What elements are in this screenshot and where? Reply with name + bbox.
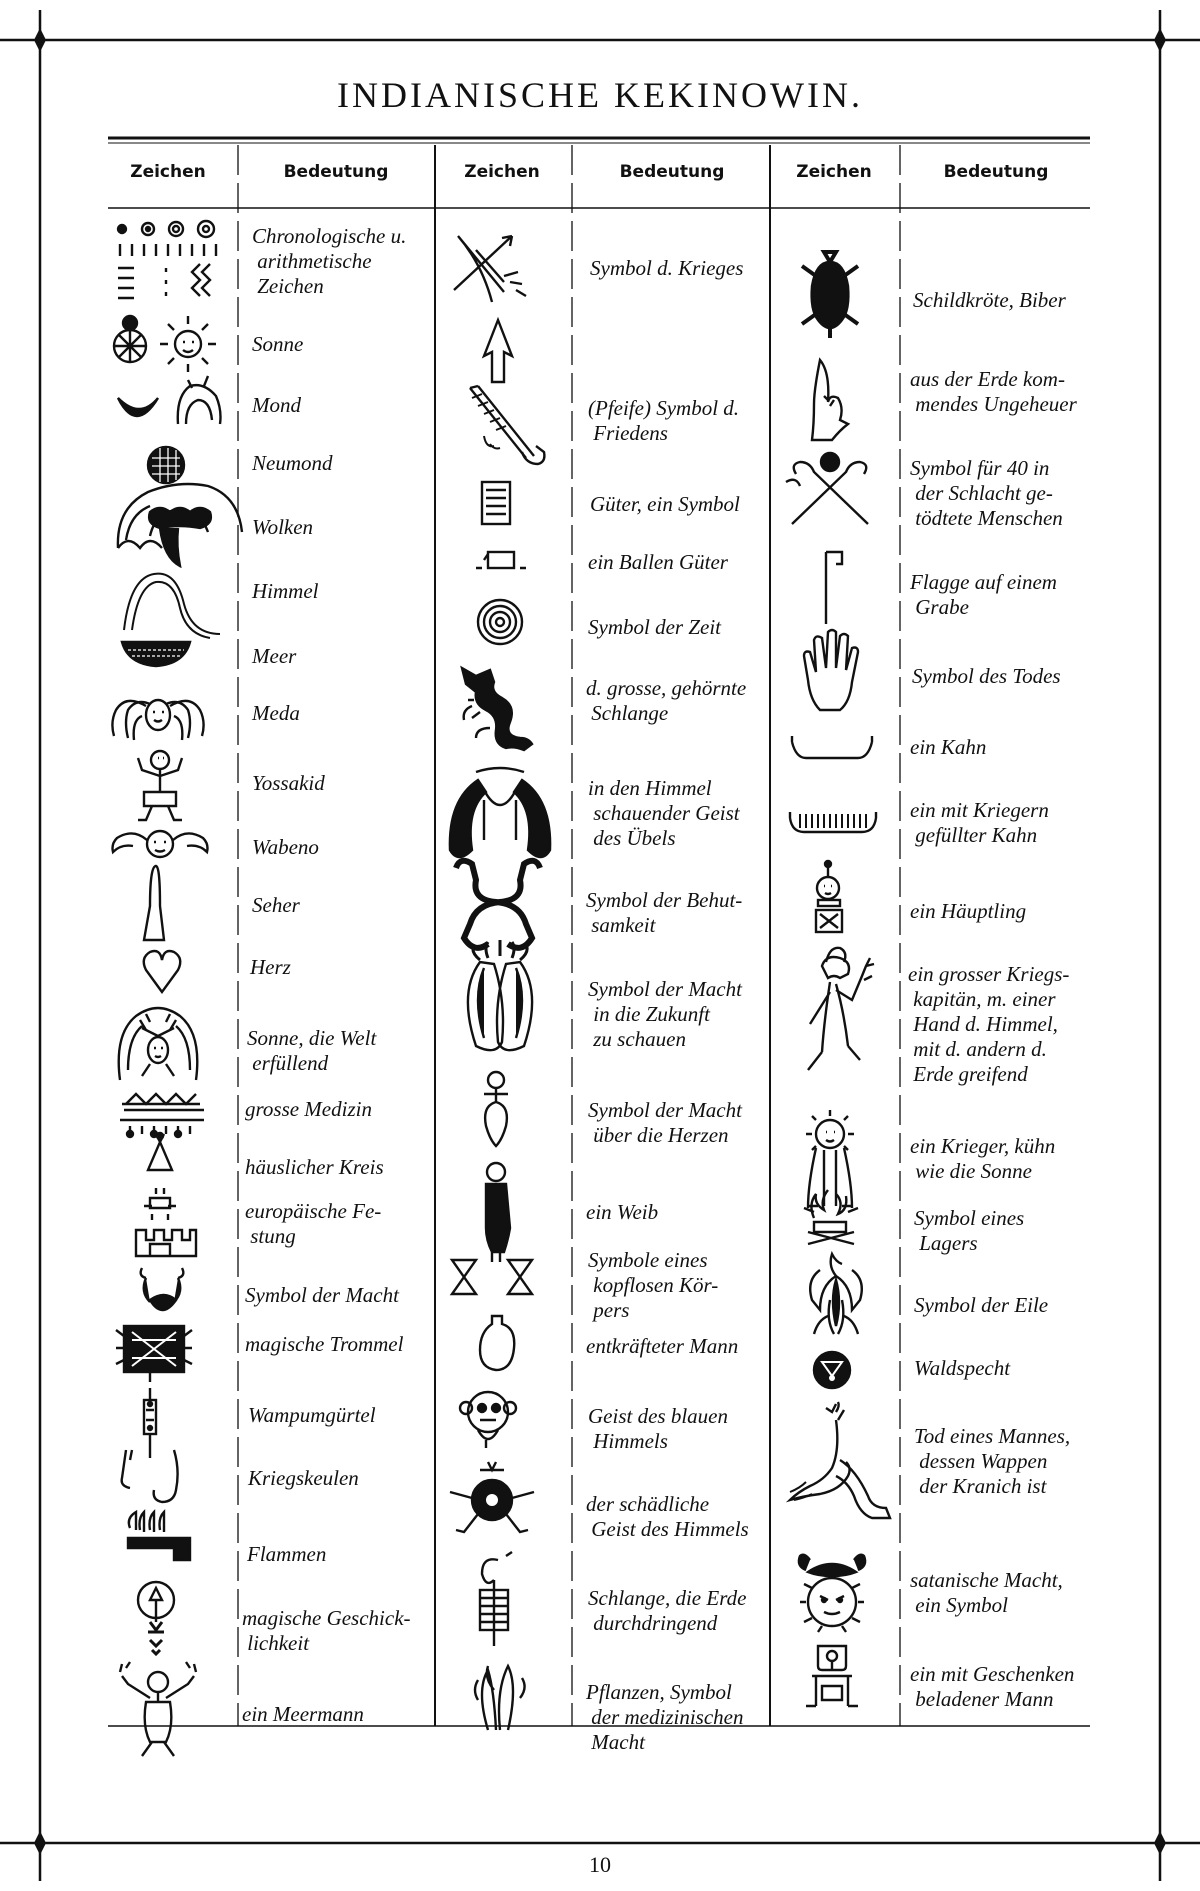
sun-icon: [114, 316, 216, 372]
meaning-ungeheuer: aus der Erde kom- mendes Ungeheuer: [910, 367, 1077, 416]
page-title: INDIANISCHE KEKINOWIN.: [337, 75, 863, 115]
meaning-flammen: Flammen: [247, 1542, 327, 1566]
meaning-wampumguertel: Wampumgürtel: [248, 1403, 376, 1427]
meaning-sonne: Sonne: [252, 332, 304, 356]
meaning-mond: Mond: [252, 393, 301, 417]
meaning-schildkroete-biber: Schildkröte, Biber: [913, 288, 1066, 312]
death-hand-icon: [804, 630, 858, 710]
arrow-icon: [484, 320, 512, 382]
meaning-gueter-symbol: Güter, ein Symbol: [590, 492, 740, 516]
meaning-entkraefteter-mann: entkräfteter Mann: [586, 1334, 739, 1358]
sky-arch-icon: [124, 574, 220, 638]
meaning-herz: Herz: [250, 955, 291, 979]
meaning-kriegskapitaen: ein grosser Kriegs- kapitän, m. einer Hand d. Himmel, mit d. andern d. Erde greifend: [908, 962, 1070, 1086]
crossed-arrows-bow-icon: [454, 236, 526, 302]
meaning-wolken: Wolken: [252, 515, 314, 539]
meaning-wabeno: Wabeno: [252, 835, 319, 859]
bale-of-goods-icon: [476, 552, 526, 568]
harmful-sky-spirit-icon: [450, 1462, 534, 1532]
earth-monster-icon: [812, 360, 848, 440]
meaning-macht-herzen: Symbol der Macht über die Herzen: [588, 1098, 742, 1147]
war-captain-icon: [808, 948, 874, 1070]
camp-fire-icon: [804, 1190, 858, 1244]
meaning-haeuptling: ein Häuptling: [910, 899, 1027, 923]
meaning-neumond: Neumond: [252, 451, 333, 475]
meaning-symbol-zeit: Symbol der Zeit: [588, 615, 721, 639]
meaning-grosse-medizin: grosse Medizin: [245, 1097, 372, 1121]
header-bedeutung-2: Bedeutung: [619, 162, 725, 182]
horned-power-icon: [141, 1268, 184, 1310]
clouds-icon: [118, 484, 242, 566]
heart-power-icon: [484, 1072, 508, 1146]
meaning-krieger-kahn: ein mit Kriegern gefüllter Kahn: [910, 798, 1049, 847]
meaning-ein-weib: ein Weib: [586, 1200, 659, 1224]
headless-body-icon: [452, 1260, 532, 1294]
satanic-power-icon: [799, 1555, 865, 1632]
goods-box-icon: [482, 482, 510, 524]
meaning-haeuslicher-kreis: häuslicher Kreis: [245, 1155, 384, 1179]
great-medicine-icon: [120, 1094, 204, 1137]
meaning-magische-geschicklichkeit: magische Geschick- lichkeit: [242, 1606, 411, 1655]
flames-icon: [128, 1512, 190, 1560]
earth-serpent-icon: [480, 1552, 512, 1646]
new-moon-icon: [148, 447, 184, 483]
magic-drum-icon: [116, 1326, 192, 1382]
meaning-pfeife-friedens: (Pfeife) Symbol d. Friedens: [588, 396, 740, 445]
meaning-yossakid: Yossakid: [252, 771, 325, 795]
meaning-meermann: ein Meermann: [242, 1702, 364, 1726]
haste-bird-icon: [810, 1254, 862, 1334]
evil-spirit-icon: [450, 768, 550, 857]
meaning-geschenke-mann: ein mit Geschenken beladener Mann: [910, 1662, 1075, 1711]
blue-sky-spirit-icon: [460, 1392, 516, 1448]
meaning-symbol-der-macht: Symbol der Macht: [245, 1283, 399, 1307]
header-zeichen-2: Zeichen: [464, 162, 540, 182]
meaning-meda: Meda: [252, 701, 300, 725]
magic-skill-icon: [138, 1582, 174, 1654]
meaning-symbol-krieges: Symbol d. Krieges: [590, 256, 744, 280]
meaning-ballen-gueter: ein Ballen Güter: [588, 550, 728, 574]
meaning-meer: Meer: [252, 644, 297, 668]
wampum-belt-icon: [144, 1388, 156, 1458]
meaning-symbol-40: Symbol für 40 in der Schlacht ge- tödtete Menschen: [910, 456, 1063, 530]
meaning-satanische-macht: satanische Macht, ein Symbol: [910, 1568, 1063, 1617]
concentric-circles-icon: [478, 600, 522, 644]
meaning-magische-trommel: magische Trommel: [245, 1332, 404, 1356]
grave-flag-icon: [826, 552, 842, 624]
sun-warrior-icon: [806, 1110, 854, 1208]
meaning-himmel: Himmel: [252, 579, 319, 603]
canoe-icon: [792, 736, 872, 758]
meaning-behutsamkeit: Symbol der Behut- samkeit: [586, 888, 743, 937]
fortress-icon: [136, 1188, 196, 1256]
merman-icon: [120, 1662, 196, 1756]
meda-figure-icon: [112, 700, 203, 740]
woodpecker-icon: [814, 1352, 850, 1388]
meaning-europaeische-festung: europäische Fe- stung: [245, 1199, 382, 1248]
header-bedeutung-3: Bedeutung: [943, 162, 1049, 182]
turtle-beaver-icon: [802, 252, 858, 338]
page-number: 10: [589, 1852, 611, 1877]
meaning-gehoernte-schlange: d. grosse, gehörnte Schlange: [586, 676, 747, 725]
meaning-geist-blauen-himmels: Geist des blauen Himmels: [588, 1404, 728, 1453]
meaning-flagge-grab: Flagge auf einem Grabe: [910, 570, 1057, 619]
sea-bowl-icon: [122, 642, 190, 666]
medicine-plants-icon: [475, 1666, 525, 1730]
meaning-kranich: Tod eines Mannes, dessen Wappen der Kranich ist: [914, 1424, 1071, 1498]
heart-icon: [144, 951, 181, 992]
chief-icon: [816, 861, 842, 932]
header-zeichen-1: Zeichen: [130, 162, 206, 182]
weak-man-icon: [480, 1316, 514, 1370]
seer-post-icon: [144, 866, 164, 940]
chronological-arithmetic-marks-icon: [118, 221, 216, 298]
gift-man-icon: [806, 1646, 858, 1706]
lodge-icon: [148, 1133, 172, 1170]
intertwined-snakes-icon: [456, 861, 540, 948]
meaning-symbol-lager: Symbol eines Lagers: [914, 1206, 1025, 1255]
meaning-chronologische-zeichen: Chronologische u. arithmetische Zeichen: [252, 224, 407, 298]
meaning-waldspecht: Waldspecht: [914, 1356, 1011, 1380]
meaning-krieger-sonne: ein Krieger, kühn wie die Sonne: [910, 1134, 1056, 1183]
meaning-schlange-erde: Schlange, die Erde durchdringend: [588, 1586, 747, 1635]
meaning-kopfloser-koerper: Symbole eines kopflosen Kör- pers: [588, 1248, 719, 1322]
meaning-symbol-todes: Symbol des Todes: [912, 664, 1061, 688]
world-sun-figure-icon: [119, 1008, 198, 1080]
peace-pipe-icon: [470, 386, 544, 464]
meaning-geist-des-uebels: in den Himmel schauender Geist des Übels: [588, 776, 740, 850]
meaning-ein-kahn: ein Kahn: [910, 735, 987, 759]
meaning-sonne-welt: Sonne, die Welt erfüllend: [247, 1026, 377, 1075]
warrior-canoe-icon: [790, 812, 876, 832]
moon-icon: [118, 376, 221, 424]
meaning-seher: Seher: [252, 893, 300, 917]
meaning-schaedlicher-geist: der schädliche Geist des Himmels: [586, 1492, 749, 1541]
woman-figure-icon: [486, 1163, 510, 1262]
header-bedeutung-1: Bedeutung: [283, 162, 389, 182]
meaning-kriegskeulen: Kriegskeulen: [248, 1466, 359, 1490]
yossakid-figure-icon: [138, 751, 182, 820]
crossed-clubs-icon: [786, 453, 868, 524]
meaning-macht-zukunft: Symbol der Macht in die Zukunft zu schauen: [588, 977, 742, 1051]
future-power-icon: [468, 940, 532, 1050]
header-zeichen-3: Zeichen: [796, 162, 872, 182]
meaning-symbol-eile: Symbol der Eile: [914, 1293, 1049, 1317]
wabeno-figure-icon: [113, 831, 208, 857]
horned-serpent-icon: [462, 668, 532, 750]
crane-icon: [790, 1402, 890, 1518]
meaning-pflanzen-macht: Pflanzen, Symbol der medizinischen Macht: [586, 1680, 744, 1754]
